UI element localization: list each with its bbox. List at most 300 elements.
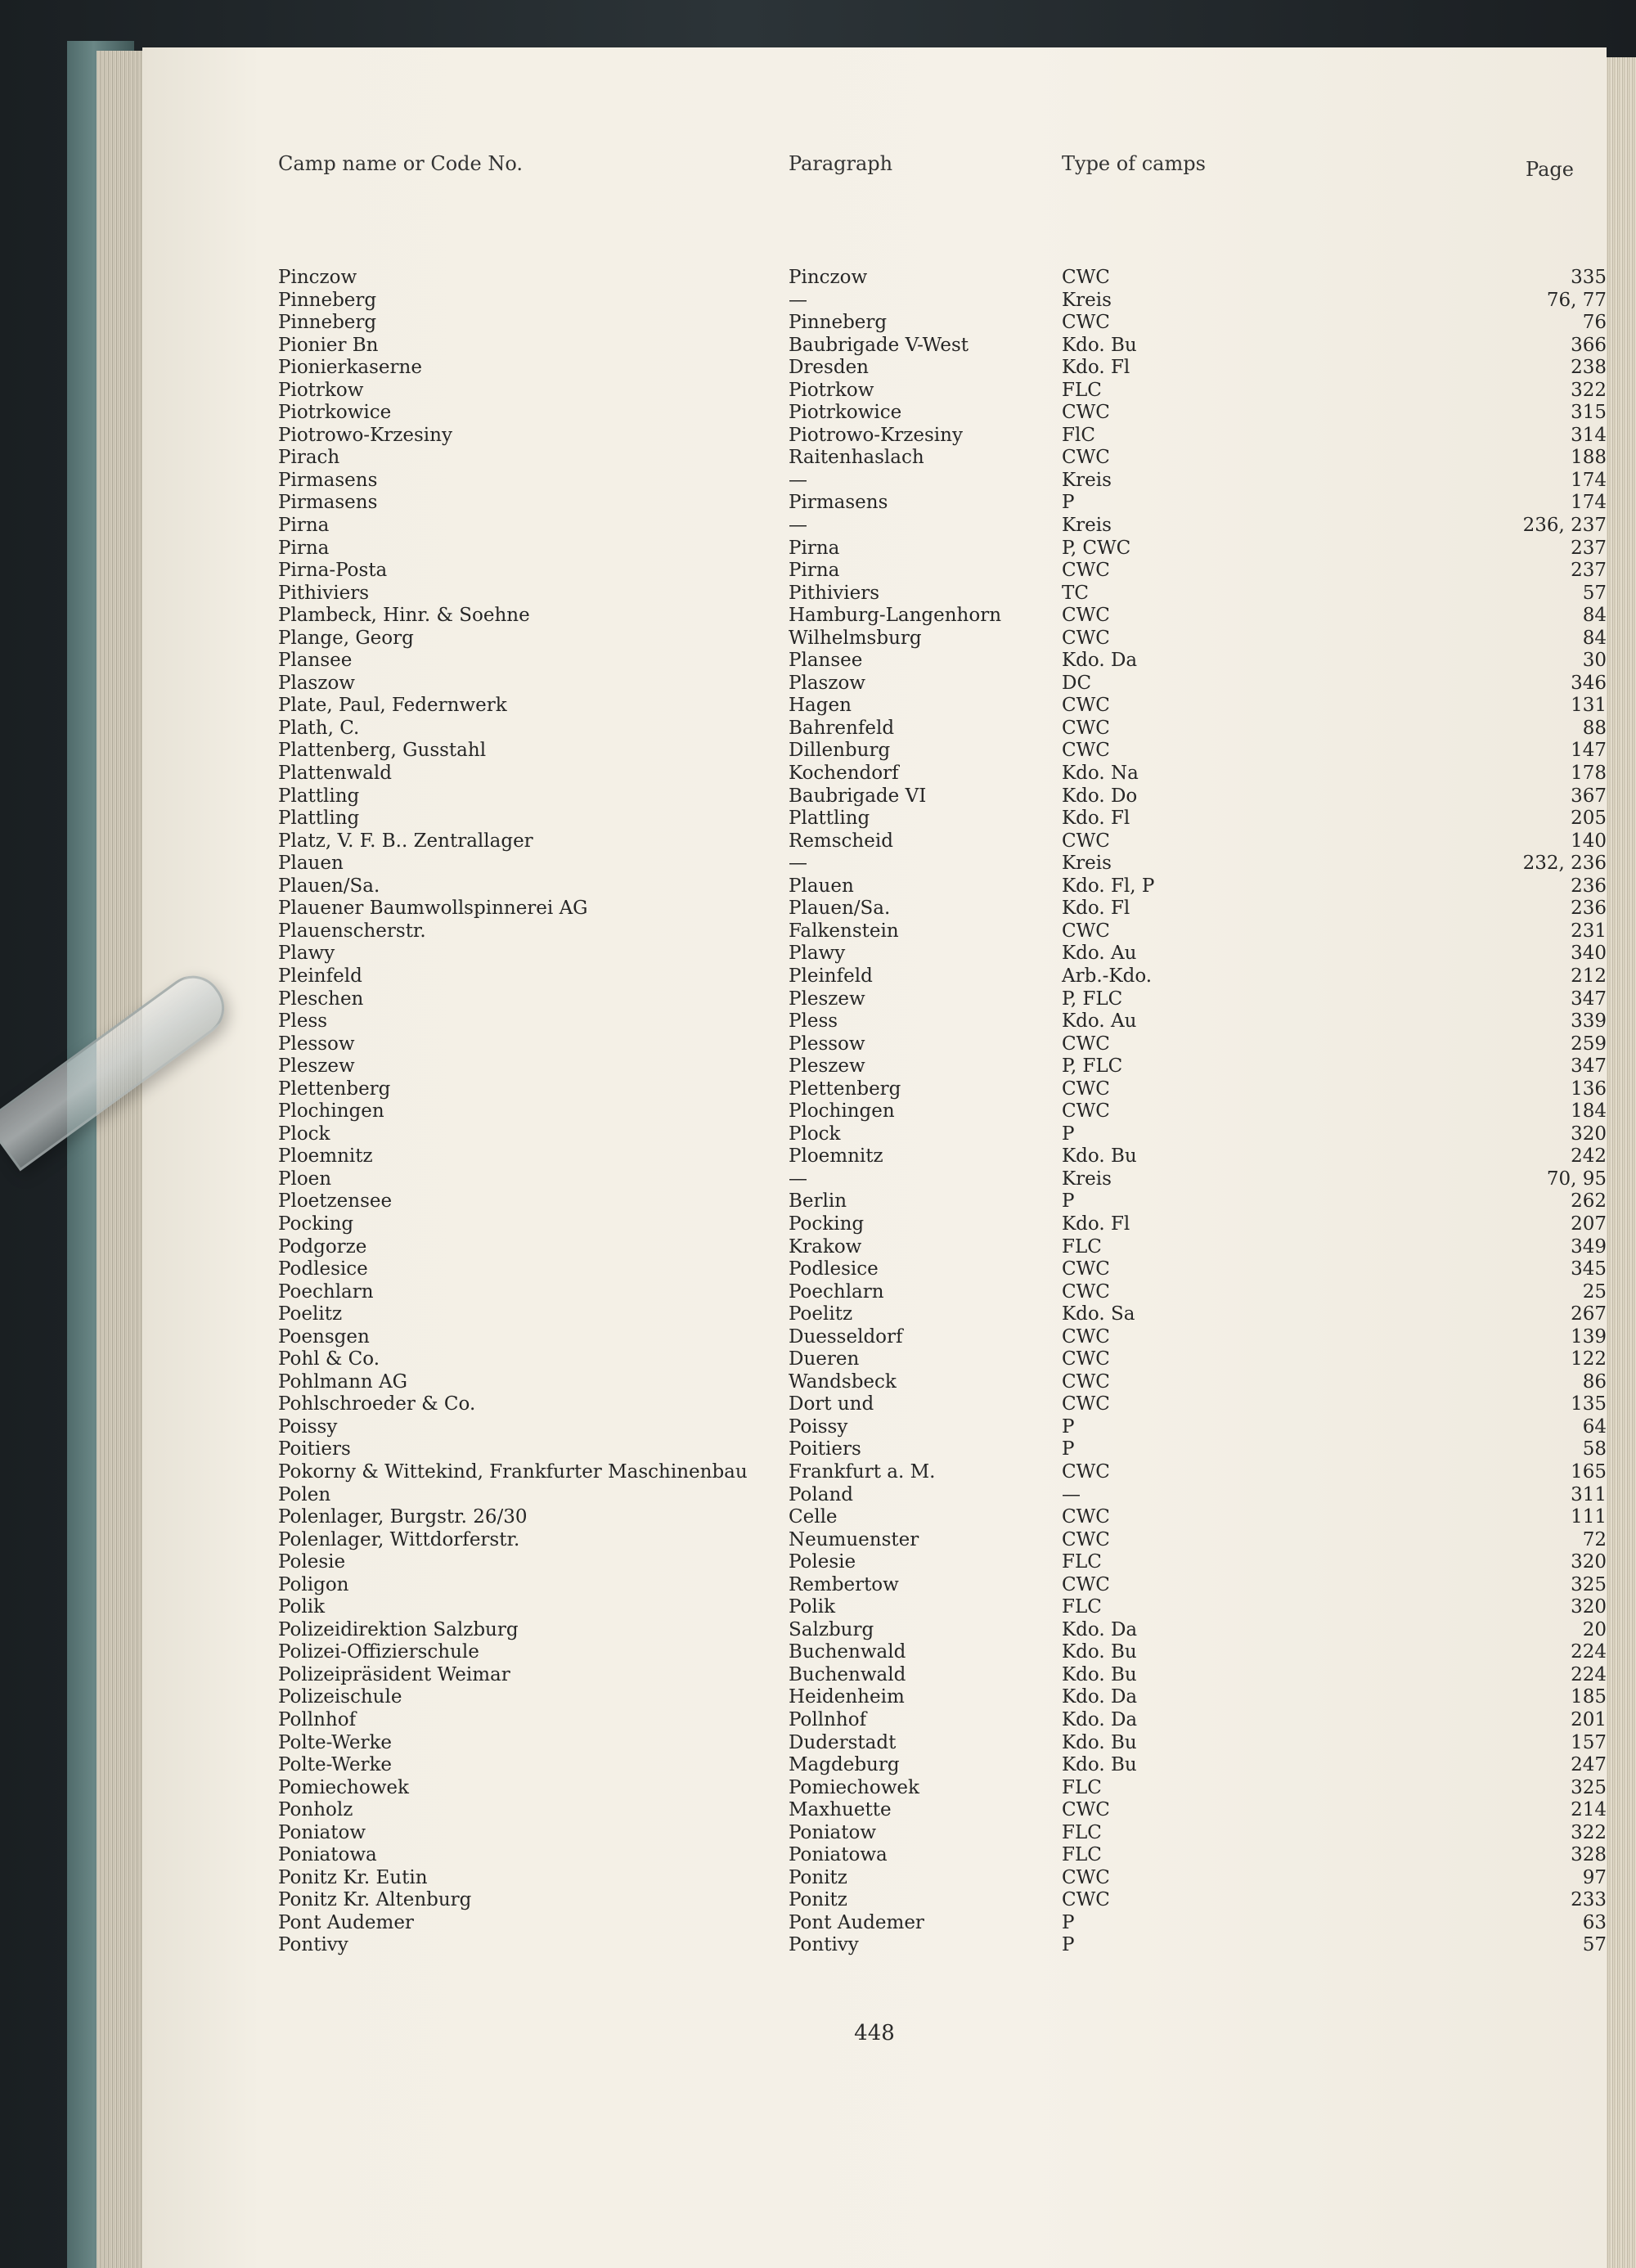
table-row: [142, 1799, 1607, 1822]
table-row: [142, 898, 1607, 920]
camp-type-cell: CWC: [1062, 1078, 1110, 1100]
table-row: [142, 1732, 1607, 1755]
camp-type-cell: Kdo. Da: [1062, 650, 1138, 672]
table-row: [142, 470, 1607, 493]
page-ref-cell: 139: [1571, 1325, 1607, 1348]
page-ref-cell: 185: [1571, 1686, 1607, 1708]
camp-name-cell: Polik: [278, 1596, 326, 1618]
camp-type-cell: P: [1062, 1190, 1075, 1213]
table-row: [142, 1393, 1607, 1416]
page-ref-cell: 205: [1571, 808, 1607, 830]
paragraph-cell: Pirna: [789, 560, 840, 582]
camp-type-cell: FLC: [1062, 1551, 1102, 1573]
page-ref-cell: 224: [1571, 1641, 1607, 1663]
page-ref-cell: 339: [1571, 1010, 1607, 1033]
paragraph-cell: Pocking: [789, 1213, 865, 1235]
paragraph-cell: Salzburg: [789, 1618, 874, 1640]
camp-type-cell: P: [1062, 1438, 1075, 1460]
paragraph-cell: Podlesice: [789, 1258, 879, 1280]
page-ref-cell: 238: [1571, 357, 1607, 379]
page-ref-cell: 347: [1571, 988, 1607, 1010]
table-row: [142, 335, 1607, 358]
table-row: [142, 380, 1607, 403]
table-row: [142, 425, 1607, 448]
page-ref-cell: 259: [1571, 1033, 1607, 1055]
table-row: [142, 312, 1607, 335]
camp-type-cell: Kdo. Au: [1062, 1010, 1137, 1033]
table-row: [142, 1822, 1607, 1845]
header-paragraph: Paragraph: [789, 152, 893, 175]
camp-name-cell: Poitiers: [278, 1438, 351, 1460]
camp-name-cell: Piotrowo-Krzesiny: [278, 424, 452, 446]
table-row: [142, 1326, 1607, 1349]
paragraph-cell: Duesseldorf: [789, 1325, 903, 1348]
camp-type-cell: CWC: [1062, 627, 1110, 649]
paragraph-cell: Rembertow: [789, 1573, 899, 1595]
camp-type-cell: FLC: [1062, 1844, 1102, 1866]
page-ref-cell: 322: [1571, 379, 1607, 401]
camp-type-cell: CWC: [1062, 1460, 1110, 1483]
page-ref-cell: 325: [1571, 1776, 1607, 1798]
camp-type-cell: CWC: [1062, 1100, 1110, 1123]
page-ref-cell: 236: [1571, 898, 1607, 920]
camp-type-cell: CWC: [1062, 1866, 1110, 1888]
paragraph-cell: Pirmasens: [789, 492, 888, 514]
paragraph-cell: Poissy: [789, 1415, 848, 1438]
camp-name-cell: Polizeipräsident Weimar: [278, 1663, 510, 1685]
camp-type-cell: TC: [1062, 582, 1089, 604]
camp-name-cell: Pomiechowek: [278, 1776, 409, 1798]
camp-type-cell: Kdo. Fl, P: [1062, 875, 1155, 897]
camp-type-cell: Kdo. Sa: [1062, 1303, 1135, 1325]
paragraph-cell: Pontivy: [789, 1934, 859, 1956]
table-row: [142, 763, 1607, 785]
camp-name-cell: Pohlschroeder & Co.: [278, 1393, 476, 1415]
camp-name-cell: Poniatowa: [278, 1844, 377, 1866]
table-row: [142, 1912, 1607, 1935]
paragraph-cell: Dueren: [789, 1348, 860, 1370]
camp-type-cell: Kreis: [1062, 289, 1112, 311]
paragraph-cell: Maxhuette: [789, 1799, 892, 1821]
paragraph-cell: Plansee: [789, 650, 863, 672]
camp-type-cell: CWC: [1062, 1258, 1110, 1280]
camp-name-cell: Polizeischule: [278, 1686, 402, 1708]
table-row: [142, 1619, 1607, 1642]
page-ref-cell: 367: [1571, 785, 1607, 807]
paragraph-cell: Plessow: [789, 1033, 865, 1055]
camp-type-cell: Kreis: [1062, 469, 1112, 491]
header-page: Page: [1526, 158, 1574, 181]
camp-name-cell: Pohl & Co.: [278, 1348, 380, 1370]
paragraph-cell: Poniatowa: [789, 1844, 888, 1866]
page-ref-cell: 242: [1571, 1145, 1607, 1168]
table-row: [142, 673, 1607, 695]
table-row: [142, 1574, 1607, 1597]
page-ref-cell: 64: [1582, 1415, 1607, 1438]
camp-type-cell: CWC: [1062, 1033, 1110, 1055]
page-ref-cell: 322: [1571, 1821, 1607, 1843]
camp-name-cell: Polen: [278, 1483, 331, 1505]
paragraph-cell: Pomiechowek: [789, 1776, 919, 1798]
page-ref-cell: 201: [1571, 1709, 1607, 1730]
camp-name-cell: Poniatow: [278, 1821, 366, 1843]
camp-name-cell: Pleinfeld: [278, 965, 362, 987]
paragraph-cell: Dresden: [789, 357, 869, 379]
camp-name-cell: Polenlager, Burgstr. 26/30: [278, 1506, 528, 1528]
table-row: [142, 1371, 1607, 1394]
camp-name-cell: Plochingen: [278, 1100, 384, 1123]
camp-name-cell: Plattling: [278, 808, 360, 830]
camp-type-cell: P: [1062, 1415, 1075, 1438]
camp-name-cell: Piotrkowice: [278, 402, 392, 424]
camp-type-cell: CWC: [1062, 920, 1110, 942]
camp-name-cell: Plauener Baumwollspinnerei AG: [278, 898, 588, 920]
camp-type-cell: Kreis: [1062, 853, 1112, 875]
paragraph-cell: Plochingen: [789, 1100, 895, 1123]
camp-name-cell: Pionier Bn: [278, 334, 379, 356]
camp-type-cell: Kdo. Fl: [1062, 898, 1130, 920]
page-ref-cell: 237: [1571, 537, 1607, 559]
camp-type-cell: Kdo. Fl: [1062, 808, 1130, 830]
table-row: [142, 1033, 1607, 1056]
page-ref-cell: 231: [1571, 920, 1607, 942]
camp-type-cell: CWC: [1062, 605, 1110, 627]
table-row: [142, 628, 1607, 650]
camp-type-cell: P: [1062, 1911, 1075, 1933]
page-ref-cell: 320: [1571, 1551, 1607, 1573]
page-ref-cell: 174: [1571, 469, 1607, 491]
table-row: [142, 1551, 1607, 1574]
page-ref-cell: 140: [1571, 830, 1607, 852]
table-row: [142, 1461, 1607, 1484]
paragraph-cell: Raitenhaslach: [789, 447, 924, 469]
paragraph-cell: Pollnhof: [789, 1709, 867, 1730]
camp-name-cell: Polenlager, Wittdorferstr.: [278, 1528, 520, 1550]
page-ref-cell: 328: [1571, 1844, 1607, 1866]
camp-name-cell: Pinneberg: [278, 289, 377, 311]
camp-type-cell: Kdo. Au: [1062, 943, 1137, 965]
table-row: [142, 605, 1607, 628]
table-row: [142, 830, 1607, 853]
table-row: [142, 1281, 1607, 1304]
camp-type-cell: Kdo. Fl: [1062, 357, 1130, 379]
camp-type-cell: CWC: [1062, 1573, 1110, 1595]
camp-name-cell: Poelitz: [278, 1303, 343, 1325]
page-ref-cell: 157: [1571, 1731, 1607, 1753]
camp-type-cell: CWC: [1062, 740, 1110, 762]
table-row: [142, 1190, 1607, 1213]
camp-name-cell: Platz, V. F. B.. Zentrallager: [278, 830, 533, 852]
table-row: [142, 447, 1607, 470]
page-ref-cell: 57: [1582, 582, 1607, 604]
paragraph-cell: —: [789, 515, 807, 537]
paragraph-cell: Dort und: [789, 1393, 874, 1415]
page-ref-cell: 247: [1571, 1754, 1607, 1776]
table-row: [142, 718, 1607, 740]
table-row: [142, 1055, 1607, 1078]
camp-name-cell: Plessow: [278, 1033, 355, 1055]
paragraph-cell: Polesie: [789, 1551, 856, 1573]
paragraph-cell: Wilhelmsburg: [789, 627, 922, 649]
paragraph-cell: Celle: [789, 1506, 838, 1528]
camp-name-cell: Pinneberg: [278, 312, 377, 334]
table-row: [142, 1664, 1607, 1687]
page-stack-left: [97, 51, 144, 2268]
paragraph-cell: Poelitz: [789, 1303, 853, 1325]
paragraph-cell: —: [789, 1168, 807, 1190]
camp-type-cell: Kreis: [1062, 515, 1112, 537]
camp-name-cell: Plath, C.: [278, 717, 360, 739]
camp-type-cell: P, FLC: [1062, 988, 1123, 1010]
paragraph-cell: Pont Audemer: [789, 1911, 924, 1933]
page-ref-cell: 63: [1582, 1911, 1607, 1933]
camp-name-cell: Plauenscherstr.: [278, 920, 426, 942]
camp-type-cell: CWC: [1062, 1280, 1110, 1303]
paragraph-cell: Neumuenster: [789, 1528, 919, 1550]
camp-type-cell: CWC: [1062, 1889, 1110, 1911]
page-ref-cell: 315: [1571, 402, 1607, 424]
camp-name-cell: Plattenwald: [278, 763, 392, 785]
camp-name-cell: Podlesice: [278, 1258, 368, 1280]
paragraph-cell: Berlin: [789, 1190, 847, 1213]
camp-type-cell: P: [1062, 492, 1075, 514]
paragraph-cell: Plock: [789, 1123, 841, 1145]
page-ref-cell: 325: [1571, 1573, 1607, 1595]
table-row: [142, 1529, 1607, 1552]
page-ref-cell: 267: [1571, 1303, 1607, 1325]
page-ref-cell: 30: [1582, 650, 1607, 672]
camp-type-cell: CWC: [1062, 1799, 1110, 1821]
table-row: [142, 1010, 1607, 1033]
camp-type-cell: P: [1062, 1934, 1075, 1956]
camp-name-cell: Pirna-Posta: [278, 560, 388, 582]
table-row: [142, 1934, 1607, 1957]
paragraph-cell: Piotrkow: [789, 379, 874, 401]
page-ref-cell: 131: [1571, 695, 1607, 717]
table-row: [142, 1236, 1607, 1259]
camp-name-cell: Poechlarn: [278, 1280, 374, 1303]
paragraph-cell: Duderstadt: [789, 1731, 897, 1753]
camp-name-cell: Pollnhof: [278, 1709, 357, 1730]
page-ref-cell: 97: [1582, 1866, 1607, 1888]
camp-name-cell: Poligon: [278, 1573, 349, 1595]
camp-name-cell: Ploemnitz: [278, 1145, 373, 1168]
page-ref-cell: 320: [1571, 1596, 1607, 1618]
camp-name-cell: Ploen: [278, 1168, 332, 1190]
index-table: [142, 267, 1607, 1957]
camp-type-cell: CWC: [1062, 1393, 1110, 1415]
camp-type-cell: Kreis: [1062, 1168, 1112, 1190]
camp-type-cell: P, CWC: [1062, 537, 1131, 559]
camp-type-cell: P, FLC: [1062, 1055, 1123, 1078]
page-ref-cell: 314: [1571, 424, 1607, 446]
paragraph-cell: Hagen: [789, 695, 852, 717]
camp-name-cell: Pinczow: [278, 267, 357, 288]
paragraph-cell: Pirna: [789, 537, 840, 559]
camp-name-cell: Pionierkaserne: [278, 357, 422, 379]
page-ref-cell: 236, 237: [1522, 515, 1607, 537]
page-ref-cell: 58: [1582, 1438, 1607, 1460]
camp-name-cell: Pirna: [278, 537, 330, 559]
table-row: [142, 1168, 1607, 1191]
camp-type-cell: CWC: [1062, 717, 1110, 739]
paragraph-cell: —: [789, 469, 807, 491]
camp-type-cell: CWC: [1062, 830, 1110, 852]
paragraph-cell: Pless: [789, 1010, 838, 1033]
page-ref-cell: 20: [1582, 1618, 1607, 1640]
camp-name-cell: Pontivy: [278, 1934, 348, 1956]
page-ref-cell: 136: [1571, 1078, 1607, 1100]
page-ref-cell: 345: [1571, 1258, 1607, 1280]
camp-name-cell: Pless: [278, 1010, 328, 1033]
paragraph-cell: Buchenwald: [789, 1641, 906, 1663]
table-row: [142, 1303, 1607, 1326]
table-row: [142, 875, 1607, 898]
camp-name-cell: Podgorze: [278, 1235, 367, 1258]
camp-type-cell: FLC: [1062, 1776, 1102, 1798]
page-ref-cell: 84: [1582, 605, 1607, 627]
paragraph-cell: Piotrowo-Krzesiny: [789, 424, 963, 446]
paragraph-cell: Pinczow: [789, 267, 868, 288]
camp-type-cell: Kdo. Da: [1062, 1686, 1138, 1708]
table-row: [142, 1889, 1607, 1912]
table-row: [142, 1686, 1607, 1709]
page-stack-right: [1603, 57, 1636, 2268]
paragraph-cell: Magdeburg: [789, 1754, 900, 1776]
table-row: [142, 560, 1607, 583]
table-row: [142, 1777, 1607, 1800]
paragraph-cell: Buchenwald: [789, 1663, 906, 1685]
page-ref-cell: 111: [1571, 1506, 1607, 1528]
camp-name-cell: Polesie: [278, 1551, 346, 1573]
camp-type-cell: Kdo. Bu: [1062, 1641, 1137, 1663]
camp-type-cell: Kdo. Fl: [1062, 1213, 1130, 1235]
page-number: 448: [854, 2021, 895, 2045]
paragraph-cell: Baubrigade VI: [789, 785, 927, 807]
paragraph-cell: Frankfurt a. M.: [789, 1460, 936, 1483]
table-row: [142, 583, 1607, 605]
camp-type-cell: Kdo. Bu: [1062, 1731, 1137, 1753]
paragraph-cell: Plawy: [789, 943, 846, 965]
camp-name-cell: Pirna: [278, 515, 330, 537]
camp-name-cell: Polizeidirektion Salzburg: [278, 1618, 519, 1640]
page-ref-cell: 335: [1571, 267, 1607, 288]
camp-type-cell: Kdo. Na: [1062, 763, 1139, 785]
page-ref-cell: 86: [1582, 1370, 1607, 1393]
page-ref-cell: 147: [1571, 740, 1607, 762]
paragraph-cell: Ponitz: [789, 1866, 847, 1888]
camp-name-cell: Pokorny & Wittekind, Frankfurter Maschinenbau: [278, 1460, 748, 1483]
page-ref-cell: 184: [1571, 1100, 1607, 1123]
page-ref-cell: 188: [1571, 447, 1607, 469]
camp-type-cell: CWC: [1062, 1528, 1110, 1550]
paragraph-cell: Plauen: [789, 875, 854, 897]
paragraph-cell: Heidenheim: [789, 1686, 905, 1708]
table-row: [142, 538, 1607, 560]
camp-name-cell: Polte-Werke: [278, 1731, 393, 1753]
paragraph-cell: Poitiers: [789, 1438, 861, 1460]
paragraph-cell: Bahrenfeld: [789, 717, 895, 739]
page-ref-cell: 174: [1571, 492, 1607, 514]
camp-name-cell: Plaszow: [278, 672, 355, 694]
camp-name-cell: Poissy: [278, 1415, 338, 1438]
paragraph-cell: Poechlarn: [789, 1280, 884, 1303]
paragraph-cell: Ploemnitz: [789, 1145, 883, 1168]
paragraph-cell: Remscheid: [789, 830, 893, 852]
page-ref-cell: 212: [1571, 965, 1607, 987]
camp-name-cell: Ponitz Kr. Altenburg: [278, 1889, 472, 1911]
header-type-of-camps: Type of camps: [1062, 152, 1206, 175]
table-row: [142, 920, 1607, 943]
page-ref-cell: 366: [1571, 334, 1607, 356]
paragraph-cell: Plattling: [789, 808, 870, 830]
camp-type-cell: Kdo. Bu: [1062, 1145, 1137, 1168]
paragraph-cell: Pleszew: [789, 1055, 865, 1078]
camp-name-cell: Polte-Werke: [278, 1754, 393, 1776]
table-row: [142, 1416, 1607, 1439]
paragraph-cell: Falkenstein: [789, 920, 899, 942]
page-ref-cell: 72: [1582, 1528, 1607, 1550]
paragraph-cell: Krakow: [789, 1235, 862, 1258]
paragraph-cell: Pithiviers: [789, 582, 880, 604]
table-row: [142, 1506, 1607, 1529]
camp-name-cell: Plate, Paul, Federnwerk: [278, 695, 507, 717]
page-ref-cell: 207: [1571, 1213, 1607, 1235]
camp-type-cell: Kdo. Bu: [1062, 1663, 1137, 1685]
page-ref-cell: 76, 77: [1546, 289, 1607, 311]
paragraph-cell: Ponitz: [789, 1889, 847, 1911]
paragraph-cell: Hamburg-Langenhorn: [789, 605, 1002, 627]
paragraph-cell: —: [789, 853, 807, 875]
table-row: [142, 740, 1607, 763]
table-row: [142, 650, 1607, 673]
table-row: [142, 1123, 1607, 1146]
table-row: [142, 808, 1607, 830]
table-row: [142, 357, 1607, 380]
camp-name-cell: Ponholz: [278, 1799, 353, 1821]
page-ref-cell: 135: [1571, 1393, 1607, 1415]
camp-type-cell: CWC: [1062, 312, 1110, 334]
header-camp-name: Camp name or Code No.: [278, 152, 523, 175]
page-ref-cell: 232, 236: [1522, 853, 1607, 875]
table-row: [142, 402, 1607, 425]
page-ref-cell: 76: [1582, 312, 1607, 334]
paragraph-cell: Poland: [789, 1483, 853, 1505]
camp-type-cell: CWC: [1062, 267, 1110, 288]
page-ref-cell: 57: [1582, 1934, 1607, 1956]
paragraph-cell: Baubrigade V-West: [789, 334, 969, 356]
page-ref-cell: 25: [1582, 1280, 1607, 1303]
camp-name-cell: Plettenberg: [278, 1078, 391, 1100]
camp-type-cell: Kdo. Bu: [1062, 1754, 1137, 1776]
page-ref-cell: 237: [1571, 560, 1607, 582]
table-row: [142, 988, 1607, 1011]
paragraph-cell: —: [789, 289, 807, 311]
camp-type-cell: CWC: [1062, 1506, 1110, 1528]
camp-name-cell: Pohlmann AG: [278, 1370, 408, 1393]
table-row: [142, 1709, 1607, 1732]
page-ref-cell: 320: [1571, 1123, 1607, 1145]
camp-name-cell: Plawy: [278, 943, 335, 965]
page-ref-cell: 178: [1571, 763, 1607, 785]
camp-name-cell: Plattling: [278, 785, 360, 807]
camp-name-cell: Poensgen: [278, 1325, 370, 1348]
table-row: [142, 1867, 1607, 1890]
table-row: [142, 267, 1607, 290]
camp-name-cell: Ploetzensee: [278, 1190, 393, 1213]
camp-type-cell: P: [1062, 1123, 1075, 1145]
table-row: [142, 290, 1607, 313]
